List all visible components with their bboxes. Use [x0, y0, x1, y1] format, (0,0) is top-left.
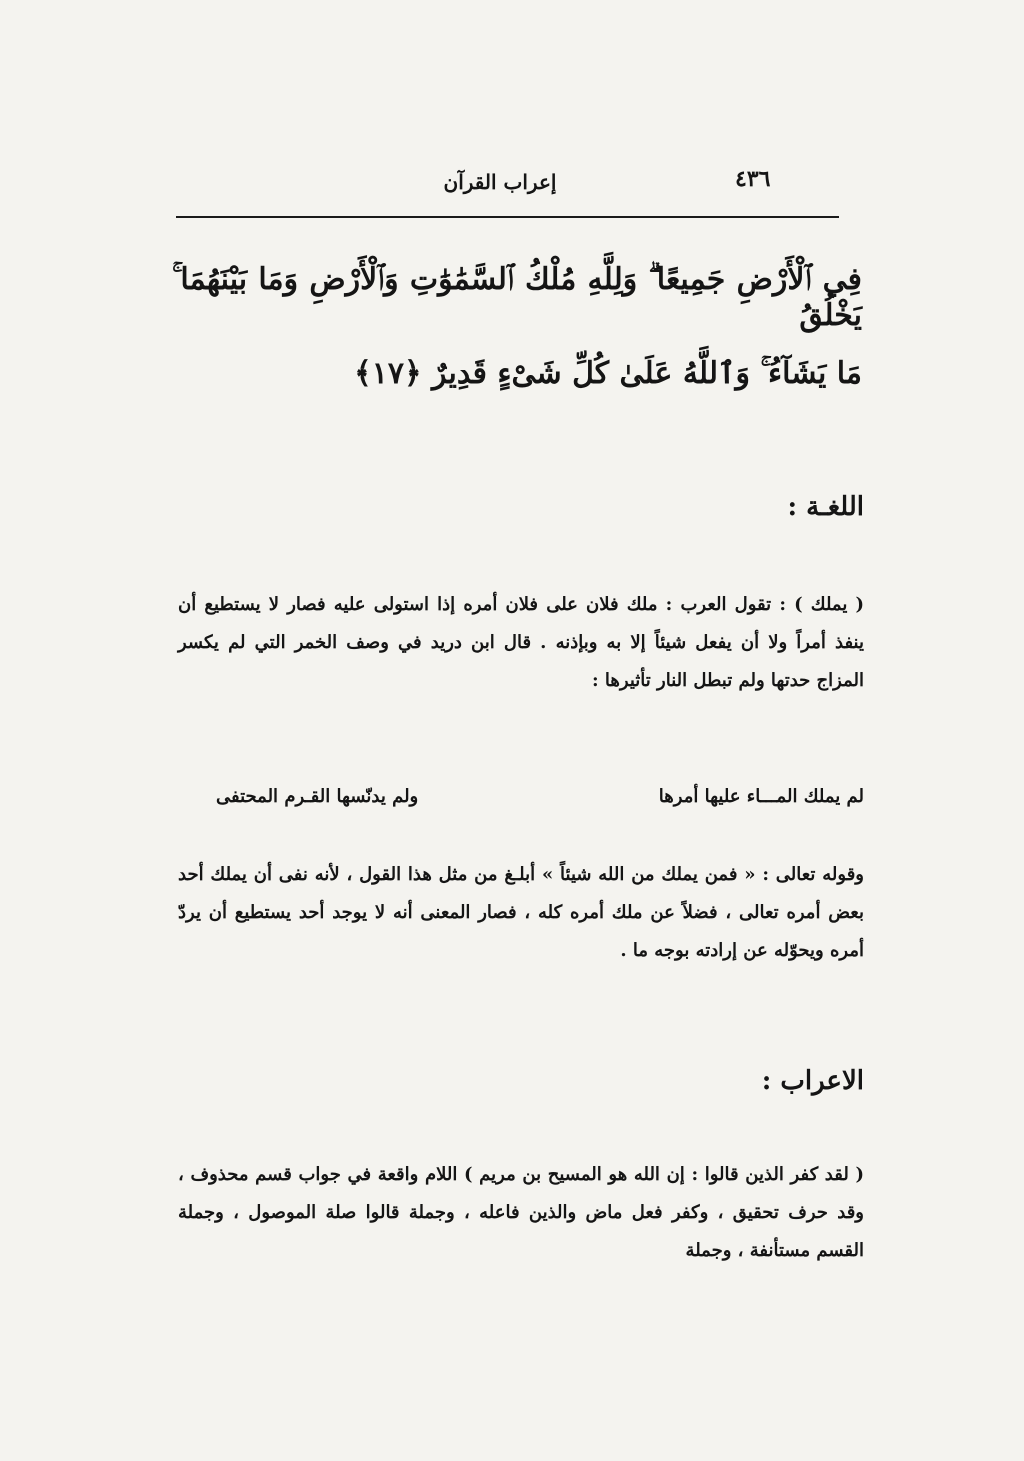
header-rule	[176, 216, 839, 218]
poem-verse	[216, 786, 864, 807]
lugha-paragraph-2: وقوله تعالى : « فمن يملك من الله شيئاً » أبلـغ من مثل هذا القول ، لأنه نفى أن يملك أحد بعض أمره تعالى ، فضلاً عن ملك أمره كله ، فصار المعنى أنه لا يوجد أحد يستطيع أن يردّ أمره ويحوّله عن إرادته بوجه ما .	[178, 864, 864, 961]
quran-verse-line-2: مَا يَشَآءُ ۚ وَٱللَّهُ عَلَىٰ كُلِّ شَىْءٍ قَدِيرٌ ﴿١٧﴾	[354, 356, 862, 391]
poem-hemistich-2: ولم يدنّسها القـرم المحتفى	[216, 786, 419, 807]
irab-heading: الاعراب :	[761, 1066, 864, 1096]
irab-paragraph-1: ( لقد كفر الذين قالوا : إن الله هو المسيح بن مريم ) اللام واقعة في جواب قسم محذوف ، وقد حرف تحقيق ، وكفر فعل ماض والذين فاعله ، وجملة قالوا صلة الموصول ، وجملة القسم مستأنفة ، وجملة	[178, 1164, 864, 1261]
lugha-heading: اللغـة :	[787, 492, 864, 522]
running-header-title: إعراب القرآن	[443, 170, 557, 194]
page-number: ٤٣٦	[735, 166, 771, 192]
lugha-paragraph-1: ( يملك ) : تقول العرب : ملك فلان على فلان أمره إذا استولى عليه فصار لا يستطيع أن ينفذ أمراً ولا أن يفعل شيئاً إلا به وبإذنه . قال ابن دريد في وصف الخمر التي لم يكسر المزاج حدتها ولم تبطل النار تأثيرها :	[178, 594, 864, 691]
quran-verse-line-1: فِي ٱلْأَرْضِ جَمِيعًا ۗ وَلِلَّهِ مُلْكُ ٱلسَّمَٰوَٰتِ وَٱلْأَرْضِ وَمَا بَيْنَهُمَا ۚ يَخْلُقُ	[172, 262, 862, 333]
poem-hemistich-1: لم يملك المـــاء عليها أمرها	[658, 786, 864, 807]
